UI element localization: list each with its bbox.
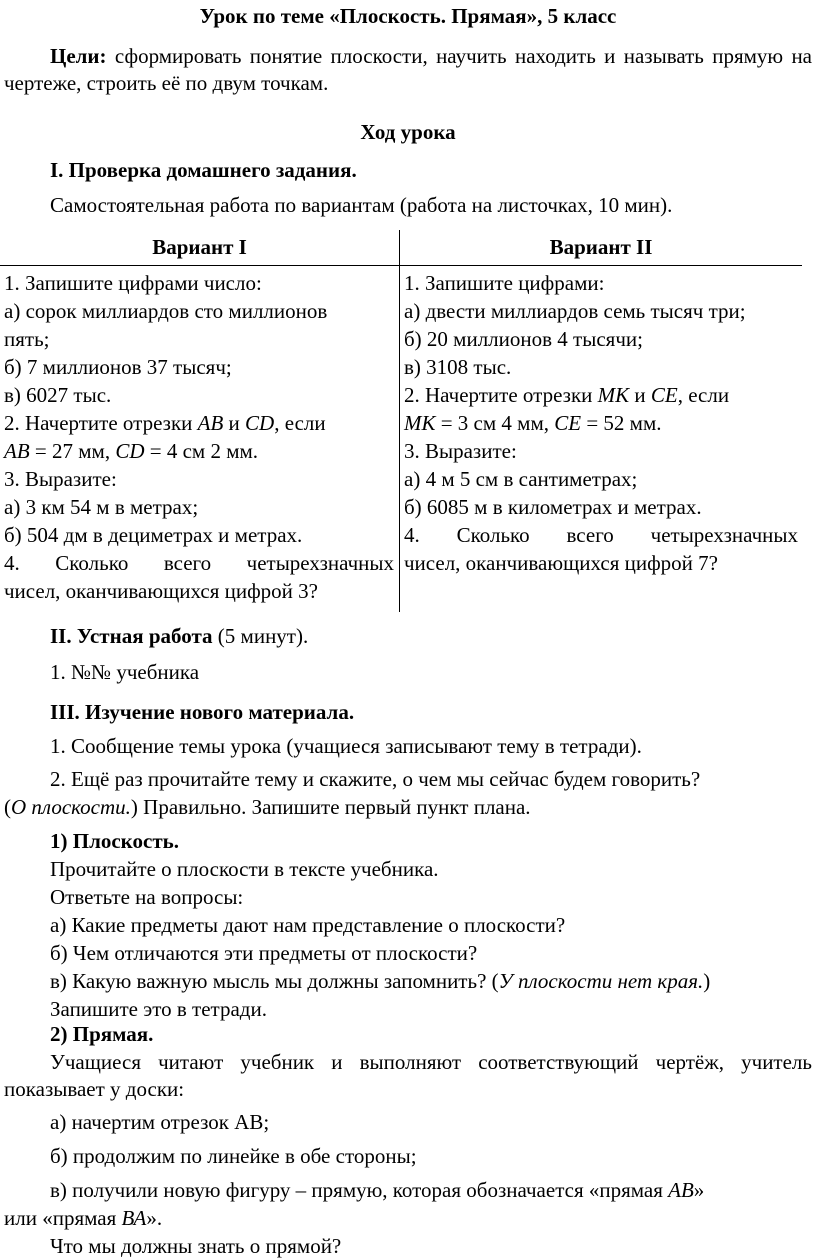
variant2-column [404, 269, 798, 577]
v1-line: б) 7 миллионов 37 тысяч; [4, 355, 232, 379]
section1-text: Самостоятельная работа по вариантам (работа на листочках, 10 мин). [50, 193, 673, 217]
goals-paragraph [4, 43, 812, 97]
plane-line: б) Чем отличаются эти предметы от плоскости? [50, 941, 478, 965]
table-header-variant1: Вариант I [152, 235, 247, 259]
plane-line: Прочитайте о плоскости в тексте учебника. [50, 857, 439, 881]
v2-line: МК = 3 см 4 мм, СЕ = 52 мм. [404, 411, 662, 435]
course-heading: Ход урока [360, 120, 456, 144]
page-title: Урок по теме «Плоскость. Прямая», 5 класс [199, 4, 617, 28]
line-item-b: б) продолжим по линейке в обе стороны; [50, 1144, 417, 1168]
v2-line: б) 6085 м в километрах и метрах. [404, 495, 702, 519]
section3-heading: III. Изучение нового материала. [50, 700, 355, 724]
section3-p2a: 2. Ещё раз прочитайте тему и скажите, о чем мы сейчас будем говорить? [50, 767, 701, 791]
v1-line: в) 6027 тыс. [4, 383, 112, 407]
v1-line: а) 3 км 54 м в метрах; [4, 495, 199, 519]
plane-line: Ответьте на вопросы: [50, 885, 244, 909]
table-divider-vertical [399, 230, 400, 612]
v1-line: б) 504 дм в дециметрах и метрах. [4, 523, 303, 547]
table-header-variant2: Вариант II [549, 235, 653, 259]
v1-line: 4. Сколько всего четырехзначных [4, 551, 394, 575]
section2-item: 1. №№ учебника [50, 660, 200, 684]
plane-line: а) Какие предметы дают нам представление о плоскости? [50, 913, 566, 937]
section2-heading: II. Устная работа (5 минут). [50, 624, 309, 648]
section1-heading: I. Проверка домашнего задания. [50, 158, 357, 182]
v1-line: чисел, оканчивающихся цифрой 3? [4, 579, 318, 603]
v2-line: в) 3108 тыс. [404, 355, 512, 379]
variant1-column [4, 269, 394, 605]
v1-line: AB = 27 мм, CD = 4 см 2 мм. [4, 439, 259, 463]
section3-p2b: (О плоскости.) Правильно. Запишите первый пункт плана. [4, 795, 531, 819]
v1-line: пять; [4, 327, 50, 351]
v2-line: 2. Начертите отрезки МК и СЕ, если [404, 383, 730, 407]
plane-line: Запишите это в тетради. [50, 997, 267, 1021]
v1-line: 1. Запишите цифрами число: [4, 271, 262, 295]
line-paragraph: Учащиеся читают учебник и выполняют соответствующий чертёж, учитель показывает у доски: [4, 1050, 812, 1101]
section3-p1: 1. Сообщение темы урока (учащиеся записывают тему в тетради). [50, 734, 642, 758]
table-divider-horizontal [0, 265, 802, 266]
plane-line: в) Какую важную мысль мы должны запомнить? (У плоскости нет края.) [50, 969, 711, 993]
v1-line: 3. Выразите: [4, 467, 117, 491]
v2-line: б) 20 миллионов 4 тысячи; [404, 327, 643, 351]
line-question: Что мы должны знать о прямой? [50, 1234, 342, 1258]
v2-line: а) 4 м 5 см в сантиметрах; [404, 467, 638, 491]
line-item-c: в) получили новую фигуру – прямую, которая обозначается «прямая АВ» [50, 1178, 705, 1202]
v2-line: 3. Выразите: [404, 439, 517, 463]
goals-label: Цели: [50, 44, 107, 68]
variants-table [0, 230, 806, 612]
v2-line: 1. Запишите цифрами: [404, 271, 605, 295]
goals-text: сформировать понятие плоскости, научить находить и называть прямую на чертеже, строить её по двум точкам. [4, 44, 812, 95]
v1-line: 2. Начертите отрезки AB и CD, если [4, 411, 326, 435]
v1-line: а) сорок миллиардов сто миллионов [4, 299, 328, 323]
line-item-c-cont: или «прямая ВА». [4, 1206, 163, 1230]
subsection-plane-heading: 1) Плоскость. [50, 829, 179, 853]
line-item-a: а) начертим отрезок АВ; [50, 1110, 270, 1134]
v2-line: 4. Сколько всего четырехзначных [404, 523, 798, 547]
v2-line: а) двести миллиардов семь тысяч три; [404, 299, 746, 323]
subsection-line-heading: 2) Прямая. [50, 1022, 154, 1046]
v2-line: чисел, оканчивающихся цифрой 7? [404, 551, 718, 575]
